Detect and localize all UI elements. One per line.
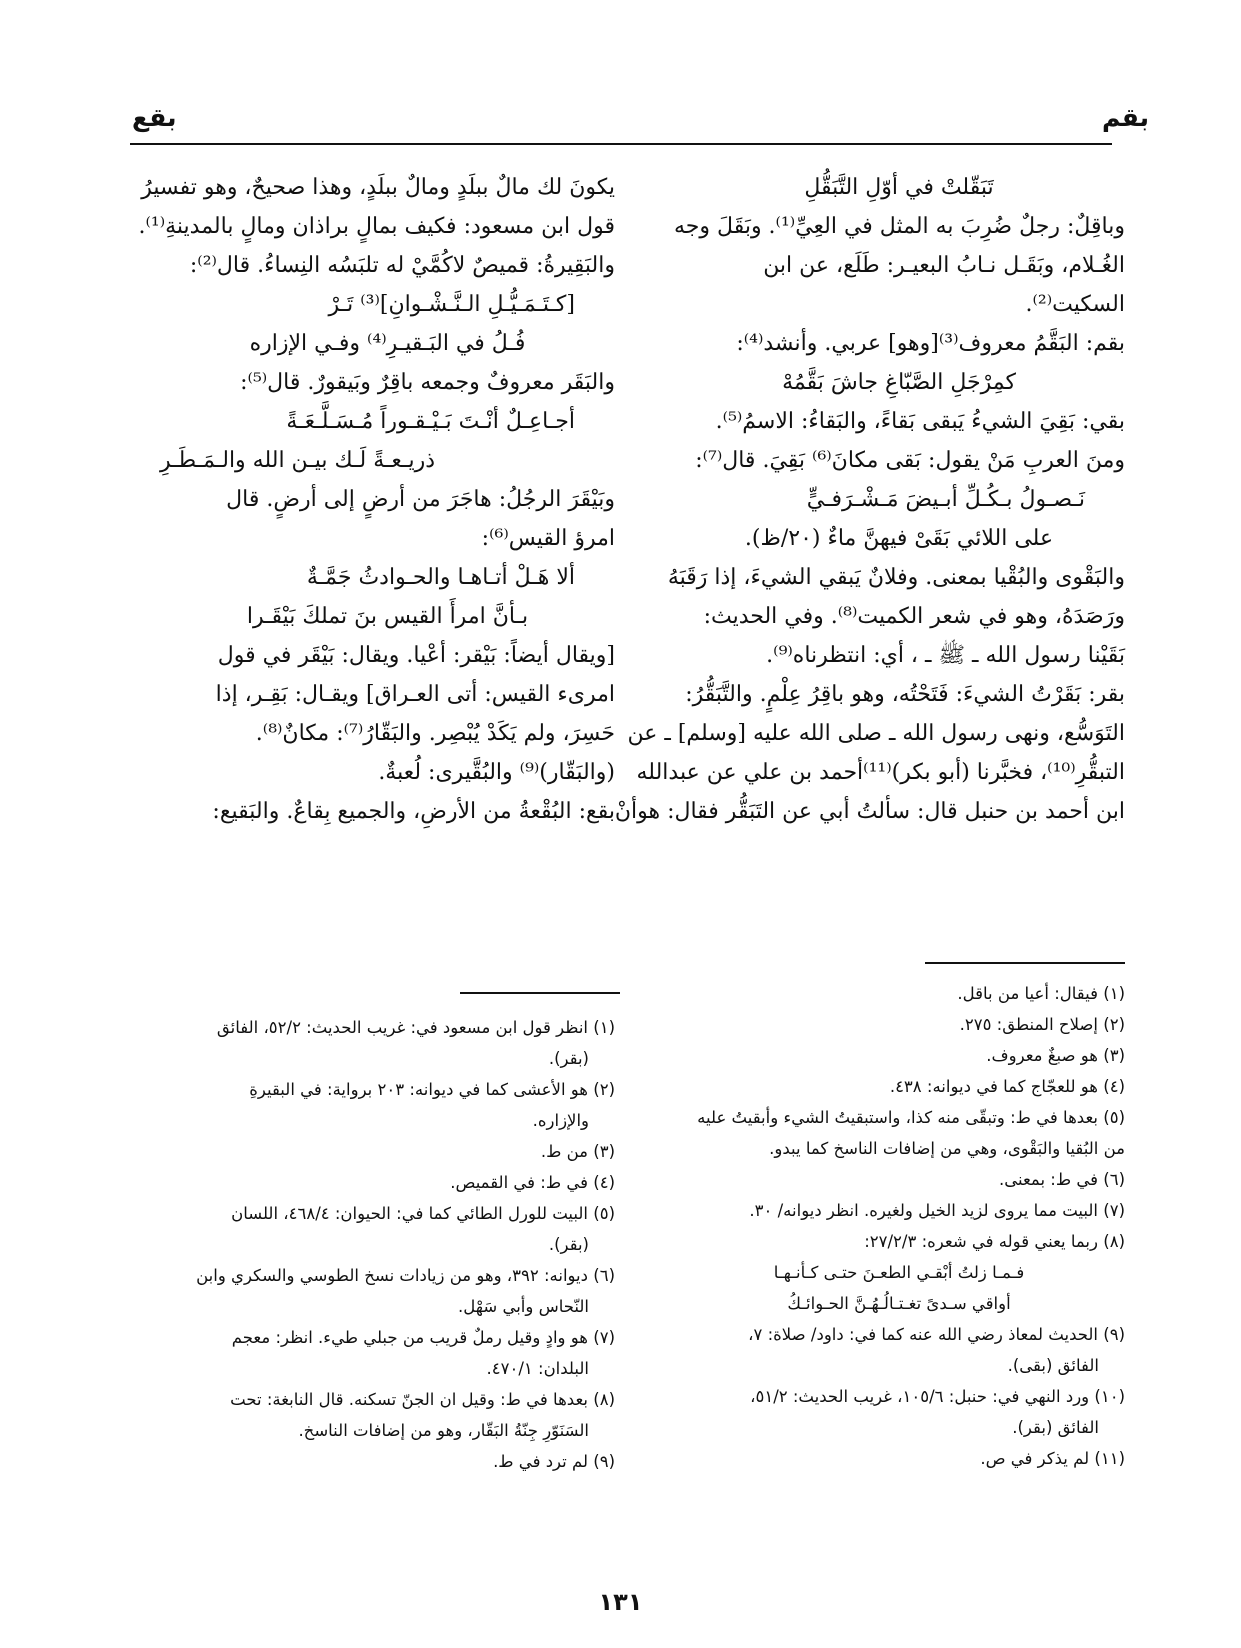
footnote: (٨) بعدها في ط: وقيل ان الجنّ تسكنه. قال النابغة: تحت [230, 1390, 615, 1409]
text-line: والبَقْوى والبُقْيا بمعنى. وفلانٌ يَبقي الشيءَ، إذا رَقَبَهُ [667, 565, 1125, 590]
entry-line-baqam: بقم: البَقَّمُ معروف⁽³⁾[وهو] عربي. وأنشد⁽⁴⁾: [736, 331, 1125, 356]
text-line: امرؤ القيس⁽⁶⁾: [481, 526, 615, 551]
footnote: (٣) من ط. [540, 1142, 615, 1161]
footnote-continuation: من البُقيا والبَقْوى، وهي من إضافات الناسخ كما يبدو. [769, 1139, 1125, 1158]
text-line: ورَصَدَهُ، وهو في شعر الكميت⁽⁸⁾. وفي الحديث: [703, 604, 1125, 629]
text-line: قول ابن مسعود: فكيف بمالٍ براذان ومالٍ بالمدينةِ⁽¹⁾. [138, 214, 615, 239]
entry-line-baqara: بقر: بَقَرْتُ الشيءَ: فَتَحْتُه، وهو باقِرُ عِلْمٍ. والتَّبَقُّرُ: [685, 682, 1125, 707]
footnote: (٦) في ط: بمعنى. [998, 1170, 1125, 1189]
footnote-continuation: (بقر). [548, 1049, 589, 1068]
text-line: [ويقال أيضاً: بَيْقر: أعْيا. ويقال: بَيْقَر في قول [217, 643, 615, 668]
verse-line: أجـاعِـلٌ أنْـتَ بَـيْـقـوراً مُـسَـلَّـعَـةً [286, 409, 575, 434]
text-line: والبَقِيرةُ: قميصٌ لاكُمَّيْ له تلبَسُه النِساءُ. قال⁽²⁾: [189, 253, 615, 278]
footnote: (٥) البيت للورل الطائي كما في: الحيوان: ٤٦٨/٤، اللسان [231, 1204, 615, 1223]
footnote-continuation: السَنَوّرِ جِنّةُ البَقّار، وهو من إضافات الناسخ. [298, 1421, 589, 1440]
footnote-continuation: الفائق (بقر). [1012, 1418, 1099, 1437]
footnote-rule-left [460, 992, 620, 994]
footnote: (٩) الحديث لمعاذ رضي الله عنه كما في: داود/ صلاة: ٧، [748, 1325, 1125, 1344]
footnote-rule-right [925, 962, 1125, 964]
text-line: التبقُّرِ⁽¹⁰⁾، فخبَّرنا (أبو بكر)⁽¹¹⁾أحمد بن علي عن عبدالله [636, 760, 1125, 785]
verse-line: تَبَقّلتْ في أوّلِ التَّبَقُّلِ [804, 175, 994, 200]
footnote: (١) انظر قول ابن مسعود في: غريب الحديث: ٥٢/٢، الفائق [216, 1018, 615, 1037]
text-line: ومنَ العربِ مَنْ يقول: بَقى مكانَ⁽⁶⁾ بَقِيَ. قال⁽⁷⁾: [695, 448, 1125, 473]
footnote: (٩) لم ترد في ط. [493, 1452, 615, 1471]
left-column [138, 168, 615, 831]
text-line: وبَيْقَرَ الرجُلُ: هاجَرَ من أرضٍ إلى أرضٍ. قال [226, 487, 615, 512]
footnote: (٥) بعدها في ط: وتبقّى منه كذا، واستبقيتُ الشيء وأبقيتُ عليه [697, 1108, 1125, 1127]
footnote: (٤) في ط: في القميص. [450, 1173, 615, 1192]
verse-line: على اللائي بَقَىْ فيهنَّ ماءٌ (٢٠/ظ). [744, 526, 1054, 551]
footnote: (٨) ربما يعني قوله في شعره: ٢٧/٢/٣: [864, 1232, 1125, 1251]
verse-line: بـأنَّ امرأَ القيس بنَ تملكَ بَيْقَـرا [246, 604, 529, 629]
text-line: الغُـلام، وبَقَـل نـابُ البعيـر: طَلَع، عن ابن [763, 253, 1125, 278]
footnote-continuation: الفائق (بقى). [1007, 1356, 1099, 1375]
running-head-left: بقع [132, 103, 177, 132]
verse-line: فُـلُ في البَـقيـرِ⁽⁴⁾ وفـي الإزاره [249, 331, 526, 356]
footnotes-right [673, 978, 1125, 1474]
text-line: (والبَقّار)⁽⁹⁾ والبُقَّيرى: لُعبةٌ. [378, 760, 615, 785]
verse-line: ذريـعـةً لَـك بيـن الله والـمَـطَـرِ [160, 448, 436, 473]
verse-line: كمِرْجَلِ الصَّبّاغِ جاشَ بَقَّمُهْ [782, 370, 1016, 395]
right-column [614, 168, 1125, 831]
footnote: (٤) هو للعجّاج كما في ديوانه: ٤٣٨. [889, 1077, 1125, 1096]
footnote: (١١) لم يذكر في ص. [980, 1449, 1125, 1468]
text-line: وباقِلٌ: رجلٌ ضُرِبَ به المثل في العِيِّ⁽¹⁾. وبَقَلَ وجه [674, 214, 1125, 239]
header-rule [130, 143, 1112, 145]
footnote: (٢) هو الأعشى كما في ديوانه: ٢٠٣ برواية: في البقيرةِ [249, 1080, 615, 1099]
footnote-verse: أواقي سـدىً تغـتـالُـهُـنَّ الحـوائـكُ [787, 1294, 1011, 1313]
running-head-right: بقم [1102, 103, 1149, 132]
text-line: السكيت⁽²⁾. [1025, 292, 1125, 317]
verse-line: ألا هَـلْ أتـاهـا والحـوادثُ جَمَّـةٌ [306, 565, 575, 590]
footnote-continuation: (بقر). [548, 1235, 589, 1254]
text-line: والبَقَر معروفٌ وجمعه باقِرٌ وبَيقورٌ. قال⁽⁵⁾: [240, 370, 615, 395]
footnote-continuation: البلدان: ٤٧٠/١. [486, 1359, 589, 1378]
text-line: حَسِرَ، ولم يَكَدْ يُبْصِر. والبَقّارُ⁽⁷⁾: مكانٌ⁽⁸⁾. [255, 721, 615, 746]
footnote: (١) فيقال: أعيا من باقل. [957, 984, 1125, 1003]
entry-line-baqiya: بقي: بَقِيَ الشيءُ يَبقى بَقاءً، والبَقاءُ: الاسمُ⁽⁵⁾. [715, 409, 1125, 434]
verse-line: نَـصـولُ بـكُـلِّ أبـيضَ مَـشْـرَفـيٍّ [806, 487, 1085, 512]
entry-line-baqaa: بقع: البُقْعةُ من الأرضِ، والجميع بِقاعٌ. والبَقيع: [212, 799, 615, 824]
footnote-continuation: النّحاس وأبي سَهْل. [458, 1297, 589, 1316]
footnote-continuation: والإزاره. [532, 1111, 589, 1130]
text-line: بَقَيْنا رسول الله ـ ﷺ ـ ، أي: انتظرناه⁽⁹⁾. [766, 643, 1125, 668]
text-line: التَوَسُّع، ونهى رسول الله ـ صلى الله عليه [وسلم] ـ عن [627, 721, 1125, 746]
page-number: ١٣١ [598, 1588, 643, 1616]
footnote-verse: فـمـا زلتُ أبْقـي الطعـنَ حتـى كـأنـهـا [773, 1263, 1025, 1282]
verse-line: [كـتَـمَـيُّـلِ الـنَّـشْـوانِ]⁽³⁾ تَـرْ [328, 292, 575, 317]
text-line: يكونَ لك مالٌ ببلَدٍ ومالٌ ببلَدٍ، وهذا صحيحٌ، وهو تفسيرُ [141, 175, 615, 200]
footnotes-left [160, 1012, 615, 1477]
footnote: (١٠) ورد النهي في: حنبل: ١٠٥/٦، غريب الحديث: ٥١/٢، [750, 1387, 1125, 1406]
footnote: (٧) هو وادٍ وقيل رملٌ قريب من جبلي طيء. انظر: معجم [231, 1328, 615, 1347]
footnote: (٧) البيت مما يروى لزيد الخيل ولغيره. انظر ديوانه/ ٣٠. [749, 1201, 1125, 1220]
footnote: (٢) إصلاح المنطق: ٢٧٥. [959, 1015, 1125, 1034]
footnote: (٣) هو صبغٌ معروف. [986, 1046, 1125, 1065]
text-line: ابن أحمد بن حنبل قال: سألتُ أبي عن التَبَقُّر فقال: هوأنْ [614, 799, 1125, 824]
footnote: (٦) ديوانه: ٣٩٢، وهو من زيادات نسخ الطوسي والسكري وابن [196, 1266, 615, 1285]
text-line: امرىء القيس: أتى العـراق] ويقـال: بَقِـر، إذا [215, 682, 615, 707]
